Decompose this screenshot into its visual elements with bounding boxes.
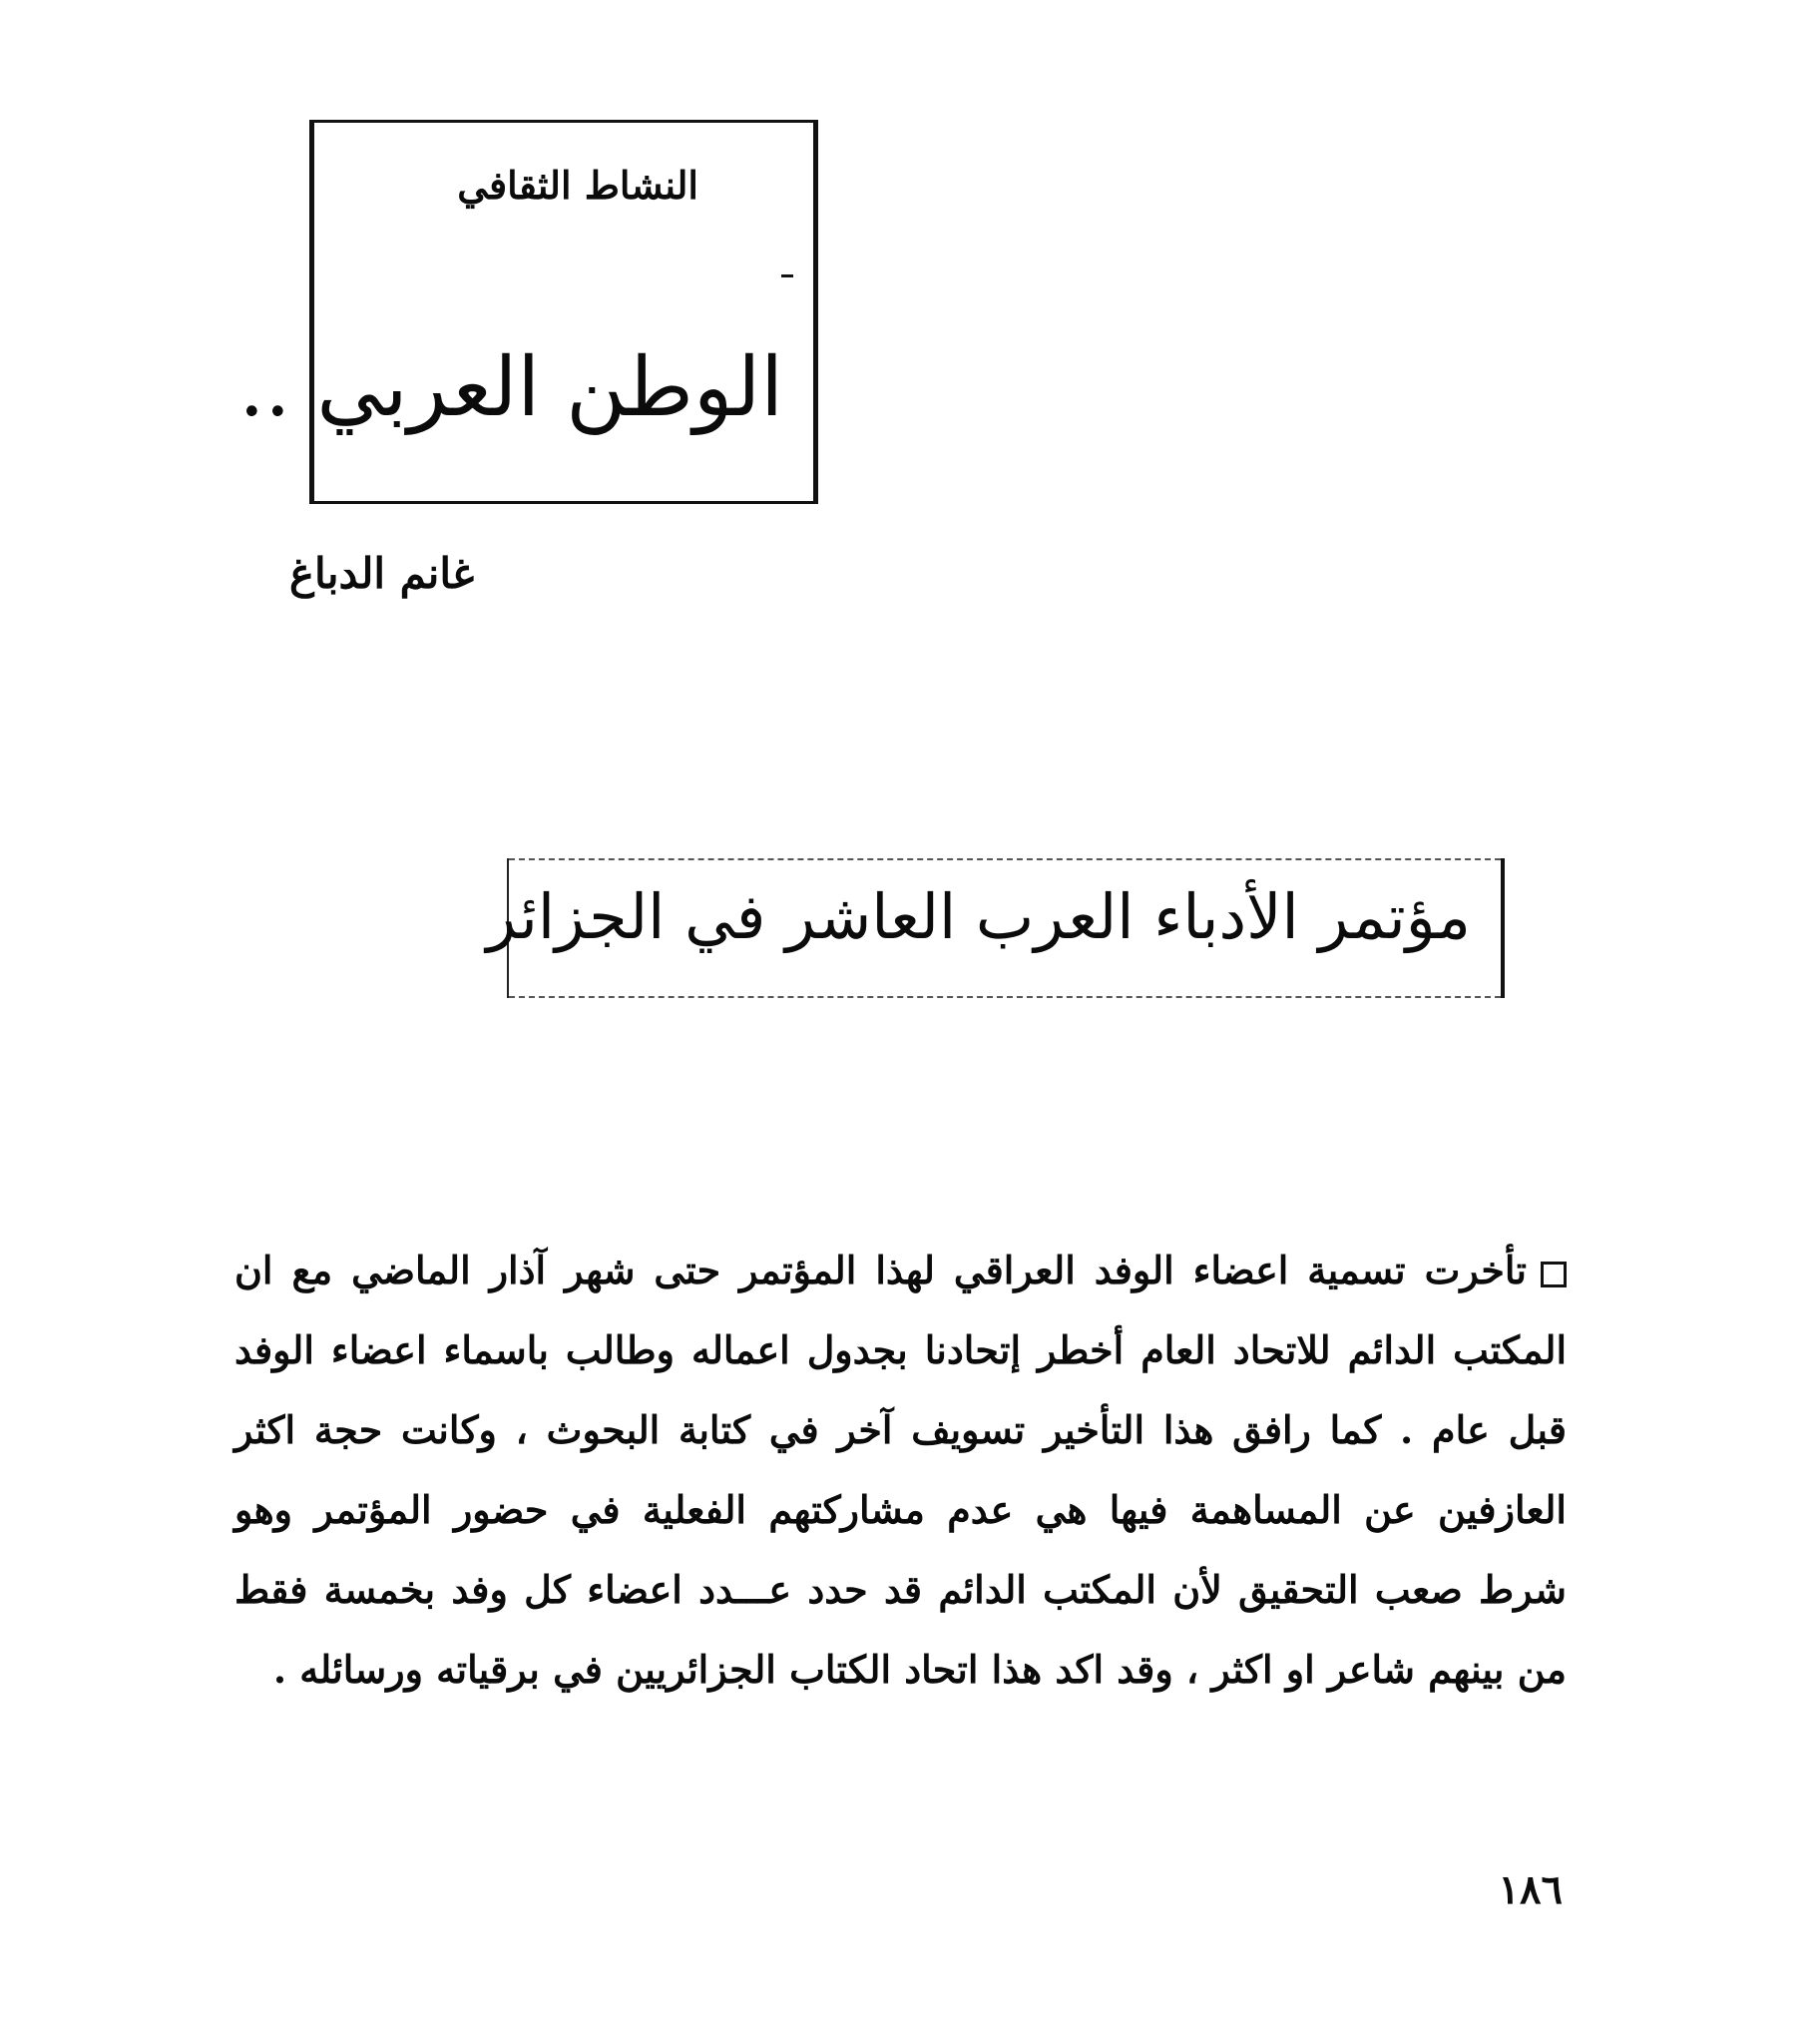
article-title-box	[486, 858, 1505, 998]
section-label: النشاط الثقافي	[457, 163, 698, 208]
author-name: غانم الدباغ	[289, 549, 475, 598]
main-title: الوطن العربي ..	[238, 340, 783, 435]
article-body	[234, 1231, 1567, 1710]
paragraph-bullet-icon	[1541, 1262, 1567, 1287]
article-title: مؤتمر الأدباء العرب العاشر في الجزائر	[486, 880, 1471, 953]
article-body-text: تأخرت تسمية اعضاء الوفد العراقي لهذا المؤتمر حتى شهر آذار الماضي مع ان المكتب الدائم للاتحاد العام أخطر إتحادنا بجدول اعماله وطالب باسماء اعضاء الوفد قبل عام . كما رافق هذا التأخير تسويف آخر في كتابة البحوث ، وكانت حجة اكثر العازفين عن المساهمة فيها هي عدم مشاركتهم الفعلية في حضور المؤتمر وهو شرط صعب التحقيق لأن المكتب الدائم قد حدد عـــدد اعضاء كل وفد بخمسة فقط من بينهم شاعر او اكثر ، وقد اكد هذا اتحاد الكتاب الجزائريين في برقياته ورسائله .	[234, 1248, 1567, 1692]
box-tick-mark	[781, 274, 793, 277]
page-number: ١٨٦	[1498, 1866, 1563, 1913]
section-heading-box	[238, 120, 818, 504]
